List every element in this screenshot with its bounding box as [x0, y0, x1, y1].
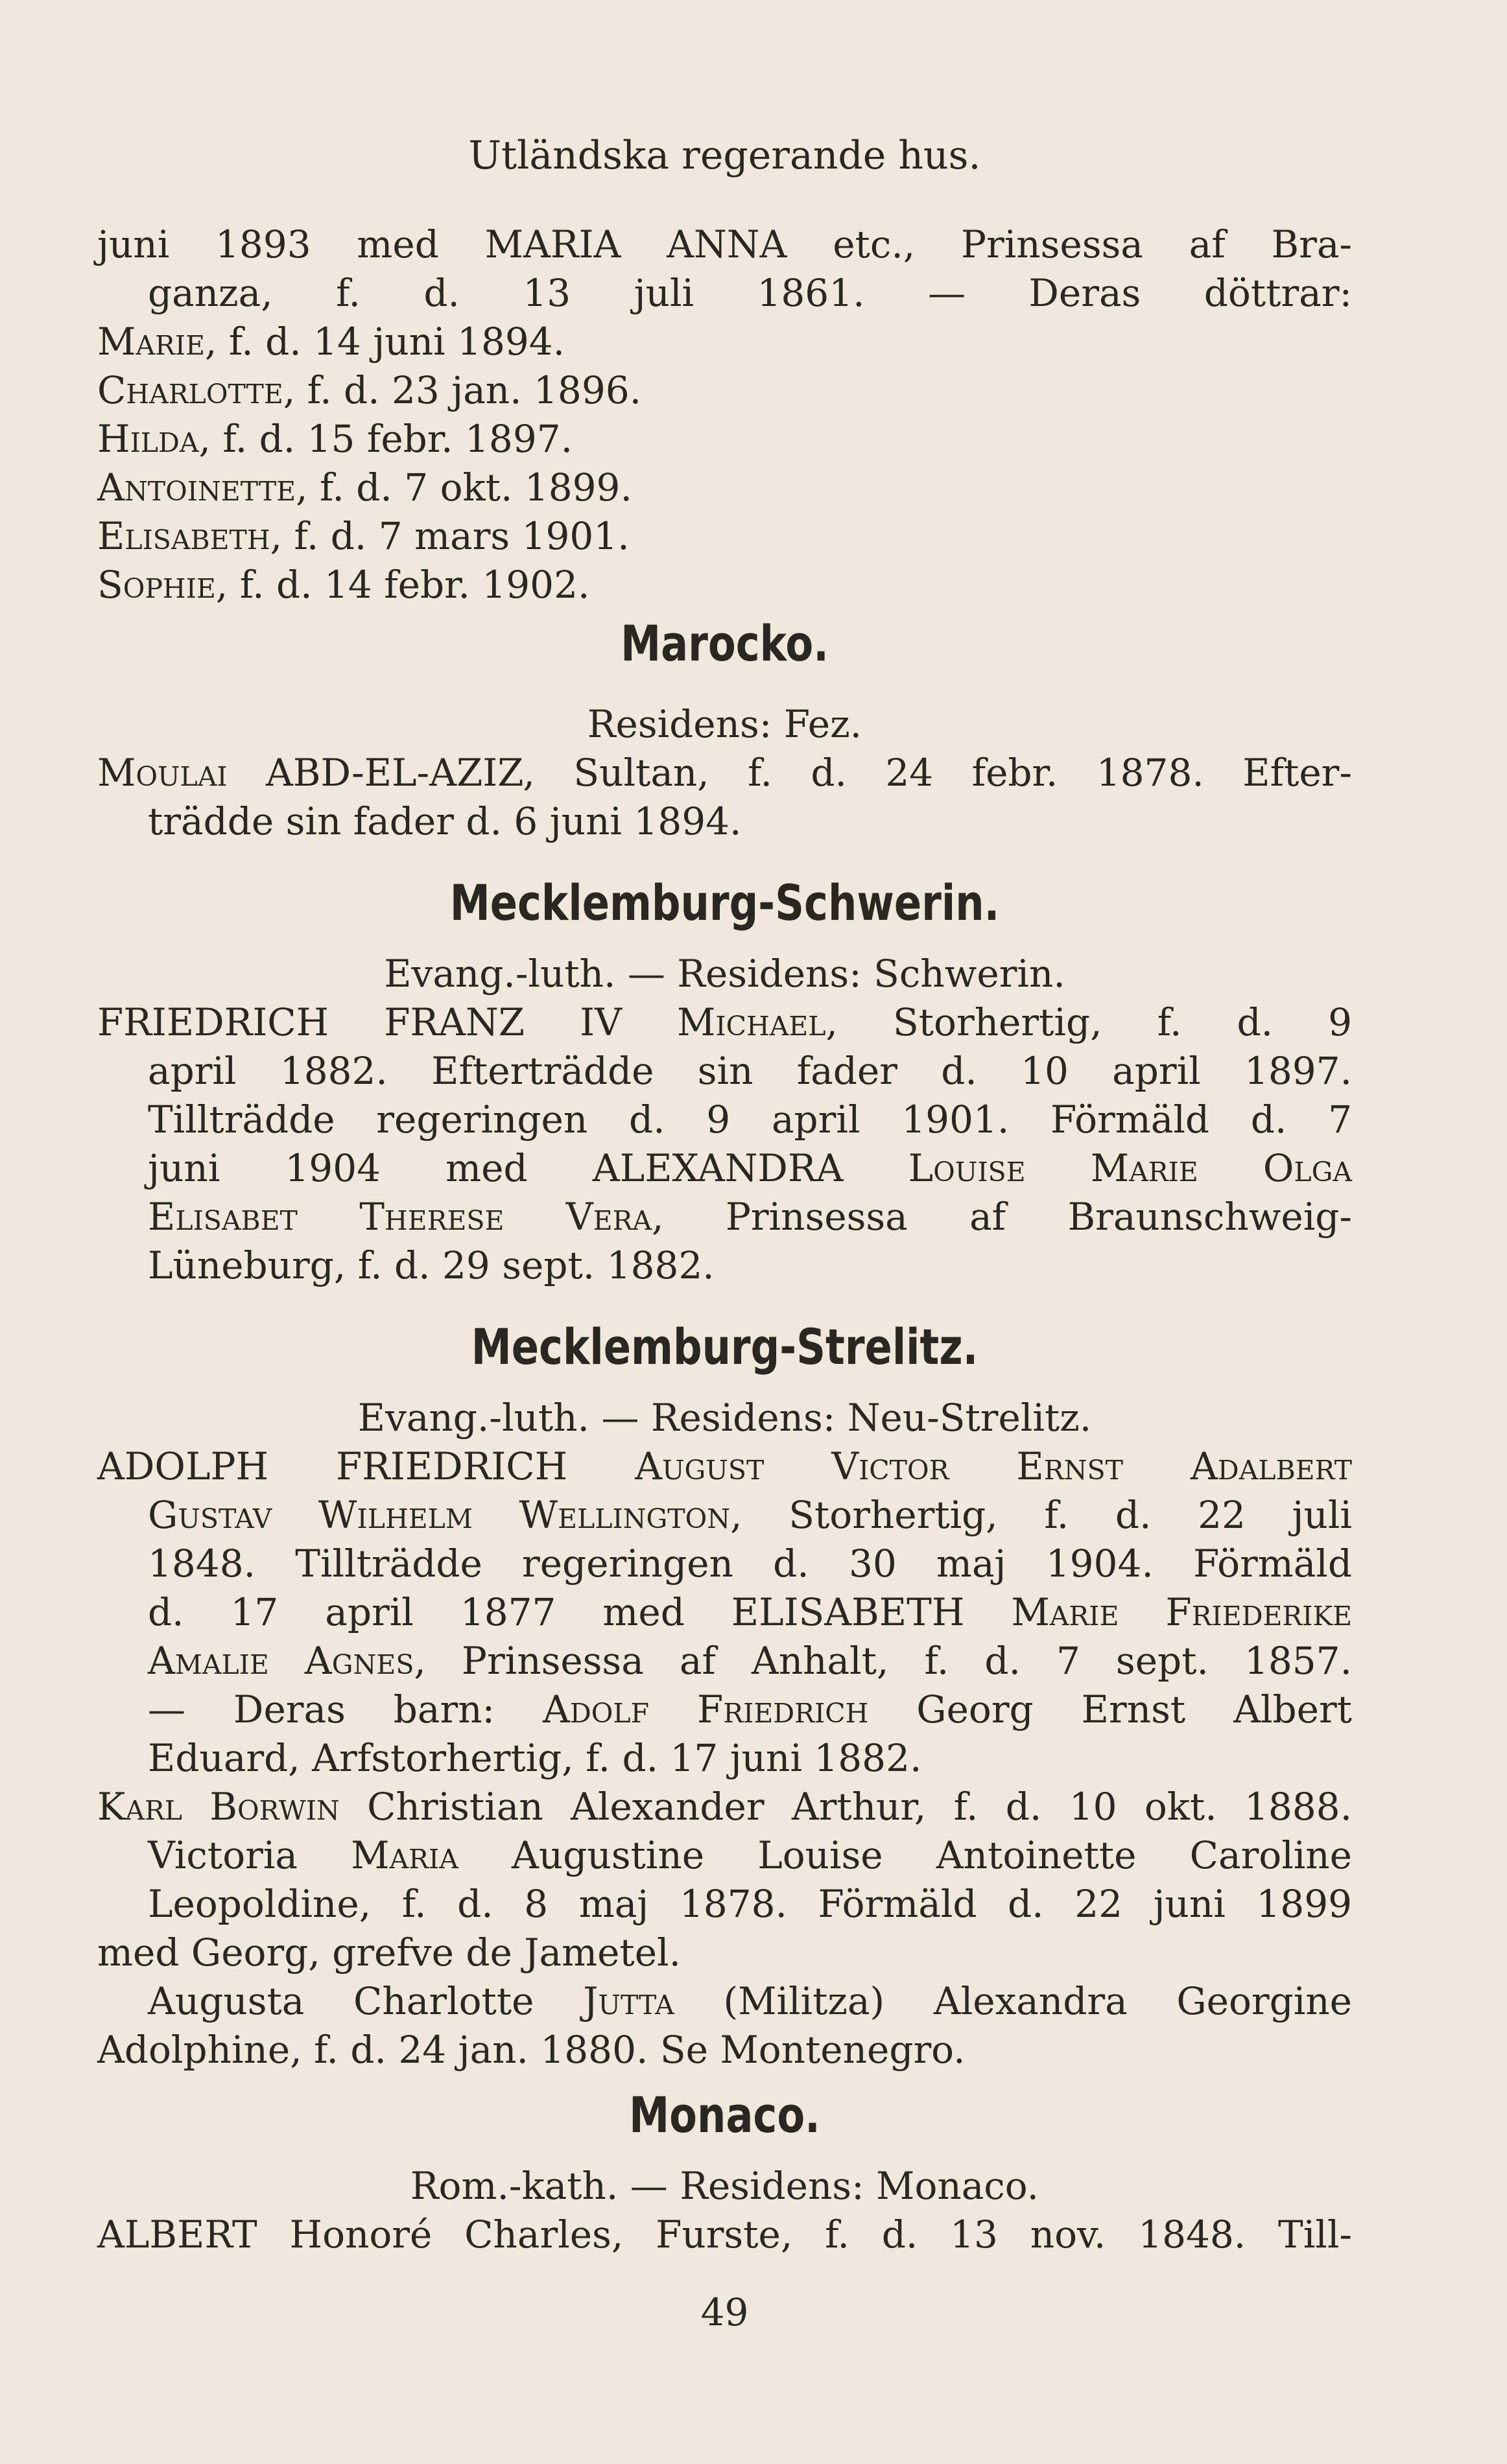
small-caps-name: Maria [351, 1833, 458, 1877]
text-run: Eduard, Arfstorhertig, f. d. 17 juni 1882. [148, 1736, 922, 1780]
text-line [148, 269, 1352, 317]
text-line [148, 1096, 1352, 1144]
text-run: , f. d. 7 mars 1901. [270, 514, 630, 558]
text-run: FRIEDRICH FRANZ IV [97, 1000, 678, 1044]
text-line [97, 415, 1352, 463]
small-caps-name: Charlotte [97, 368, 283, 412]
text-run: , Prinsessa af Anhalt, f. d. 7 sept. 1857. [414, 1639, 1352, 1683]
text-run: — Deras barn: [148, 1687, 543, 1731]
small-caps-name: Elisabeth [97, 514, 270, 558]
text-line [97, 1783, 1352, 1831]
text-line [97, 561, 1352, 609]
text-line [97, 1442, 1352, 1490]
residence-line: Rom.-kath. — Residens: Monaco. [410, 2164, 1039, 2208]
text-line [97, 2026, 1352, 2074]
text-line [97, 2211, 1352, 2259]
text-run: Lüneburg, f. d. 29 sept. 1882. [148, 1243, 715, 1287]
text-line [148, 797, 1352, 845]
text-run: juni 1893 med MARIA ANNA etc., Prinsessa af Bra- [97, 222, 1352, 266]
text-line [148, 1637, 1352, 1685]
text-run: d. 17 april 1877 med ELISABETH [148, 1590, 1012, 1634]
text-run: Augusta Charlotte [148, 1979, 584, 2023]
small-caps-name: August Victor Ernst Adalbert [635, 1444, 1352, 1488]
text-line [97, 998, 1352, 1046]
text-run: Christian Alexander Arthur, f. d. 10 okt. 1888. [339, 1785, 1353, 1829]
text-run: Augustine Louise Antoinette Caroline [458, 1833, 1352, 1877]
small-caps-name: Jutta [583, 1979, 674, 2023]
text-run: , f. d. 14 juni 1894. [205, 320, 565, 364]
text-run: , Storhertig, f. d. 22 juli [730, 1493, 1352, 1537]
section-heading: Marocko. [621, 615, 829, 672]
text-line [97, 366, 1352, 414]
small-caps-name: Amalie Agnes [148, 1639, 414, 1683]
text-run: , f. d. 23 jan. 1896. [283, 368, 642, 412]
text-line [97, 1929, 1352, 1977]
text-run: , f. d. 14 febr. 1902. [215, 563, 590, 607]
small-caps-name: Gustav Wilhelm Wellington [148, 1493, 731, 1537]
small-caps-name: Elisabet Therese Vera [148, 1195, 652, 1239]
text-line [148, 1540, 1352, 1588]
text-line [148, 1144, 1352, 1192]
text-run: , Prinsessa af Braunschweig- [652, 1195, 1352, 1239]
text-run: Victoria [148, 1833, 351, 1877]
section-heading: Monaco. [629, 2086, 820, 2144]
page-number: 49 [700, 2290, 749, 2334]
text-line [148, 1193, 1352, 1241]
text-line [148, 1588, 1352, 1636]
text-run: ALBERT Honoré Charles, Furste, f. d. 13 nov. 1848. Till- [97, 2212, 1352, 2257]
small-caps-name: Sophie [97, 563, 216, 607]
section-heading: Mecklemburg-Strelitz. [471, 1318, 979, 1376]
text-run: ABD-EL-AZIZ, Sultan, f. d. 24 febr. 1878. Efter- [227, 751, 1352, 795]
small-caps-name: Marie [97, 320, 205, 364]
text-line [148, 1977, 1352, 2025]
text-run: Leopoldine, f. d. 8 maj 1878. Förmäld d. 22 juni 1899 [148, 1882, 1352, 1926]
text-line [148, 1241, 1352, 1289]
text-line [148, 1047, 1352, 1095]
text-line [148, 1491, 1352, 1539]
residence-line: Evang.-luth. — Residens: Neu-Strelitz. [357, 1396, 1092, 1440]
text-run: trädde sin fader d. 6 juni 1894. [148, 799, 742, 843]
text-line [148, 1880, 1352, 1928]
text-run: 1848. Tillträdde regeringen d. 30 maj 1904. Förmäld [148, 1542, 1352, 1586]
text-run: juni 1904 med ALEXANDRA [148, 1146, 908, 1190]
small-caps-name: Moulai [97, 751, 228, 795]
small-caps-name: Karl Borwin [97, 1785, 340, 1829]
text-run: ADOLPH FRIEDRICH [97, 1444, 635, 1488]
text-line [97, 220, 1352, 268]
text-line [97, 463, 1352, 511]
text-run: Georg Ernst Albert [868, 1687, 1352, 1731]
text-run: , Storhertig, f. d. 9 [825, 1000, 1352, 1044]
residence-line: Residens: Fez. [587, 702, 862, 746]
text-line [148, 1734, 1352, 1782]
text-run: (Militza) Alexandra Georgine [674, 1979, 1352, 2023]
small-caps-name: Louise Marie Olga [908, 1146, 1353, 1190]
text-run: Adolphine, f. d. 24 jan. 1880. Se Montenegro. [97, 2028, 966, 2072]
text-run: med Georg, grefve de Jametel. [97, 1930, 682, 1975]
small-caps-name: Michael [677, 1000, 826, 1044]
residence-line: Evang.-luth. — Residens: Schwerin. [384, 952, 1065, 996]
text-line [148, 1685, 1352, 1733]
small-caps-name: Antoinette [97, 465, 296, 510]
text-line [97, 318, 1352, 366]
text-line [148, 1831, 1352, 1879]
text-line [97, 512, 1352, 560]
small-caps-name: Marie Friederike [1011, 1590, 1352, 1634]
small-caps-name: Adolf Friedrich [543, 1687, 869, 1731]
running-head: Utländska regerande hus. [468, 133, 981, 178]
text-run: ganza, f. d. 13 juli 1861. — Deras döttrar: [148, 271, 1352, 315]
text-run: , f. d. 7 okt. 1899. [296, 465, 632, 510]
text-line [97, 749, 1352, 797]
text-run: april 1882. Efterträdde sin fader d. 10 april 1897. [148, 1049, 1352, 1093]
text-run: Tillträdde regeringen d. 9 april 1901. Förmäld d. 7 [148, 1097, 1352, 1142]
small-caps-name: Hilda [97, 417, 199, 461]
text-run: , f. d. 15 febr. 1897. [198, 417, 573, 461]
section-heading: Mecklemburg-Schwerin. [449, 874, 1000, 932]
